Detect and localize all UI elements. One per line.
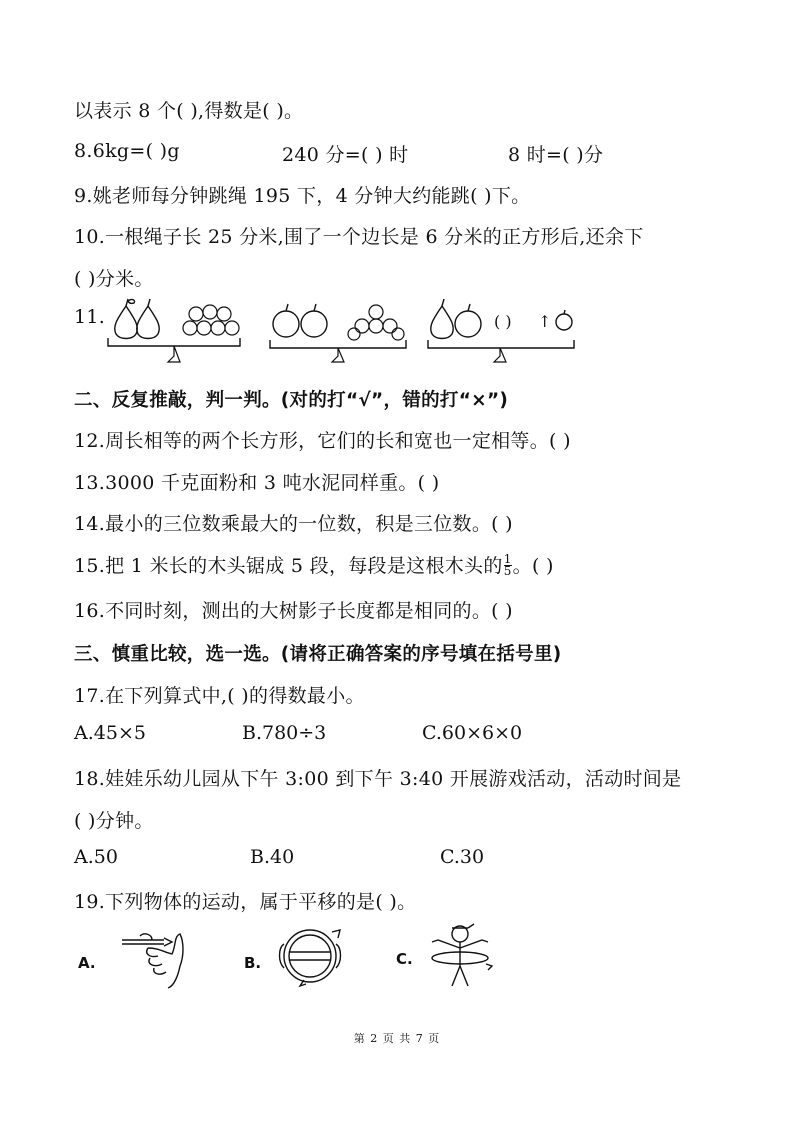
q18-line2: ( )分钟。 [74,810,154,832]
q10-line2: ( )分米。 [74,268,154,290]
section3-title: 三、慎重比较，选一选。(请将正确答案的序号填在括号里) [74,644,562,665]
q18-line1: 18.娃娃乐幼儿园从下午 3:00 到下午 3:40 开展游戏活动，活动时间是 [74,768,682,790]
q17-option-b: B.780÷3 [242,722,327,744]
q8-part-c: 8 时=( )分 [508,144,604,166]
pear-icon [431,299,454,339]
q14: 14.最小的三位数乘最大的一位数，积是三位数。( ) [74,513,513,535]
q15-text: 15.把 1 米长的木头锯成 5 段，每段是这根木头的 [74,555,503,577]
strawberry-icon [348,305,404,340]
apple-icon [455,304,572,337]
q9: 9.姚老师每分钟跳绳 195 下，4 分钟大约能跳( )下。 [74,185,531,207]
q18-option-a: A.50 [74,846,118,868]
q17-option-c: C.60×6×0 [422,722,523,744]
section2-title: 二、反复推敲，判一判。(对的打“√”，错的打“×”) [74,390,509,411]
q16: 16.不同时刻，测出的大树影子长度都是相同的。( ) [74,600,513,622]
q18-option-b: B.40 [250,846,295,868]
pear-icon [115,299,160,339]
q15-tail: 。( ) [512,555,554,577]
q12: 12.周长相等的两个长方形，它们的长和宽也一定相等。( ) [74,430,571,452]
fraction-denominator: 5 [503,563,512,578]
q8-part-a: 8.6kg=( )g [74,140,180,162]
fraction-numerator: 1 [503,551,512,566]
balance-scale-3 [424,296,584,366]
q19-option-a: A. [78,954,96,972]
hula-hoop-girl-icon [424,920,498,992]
q17: 17.在下列算式中,( )的得数最小。 [74,685,365,707]
steering-wheel-icon [270,922,354,988]
q19-option-b: B. [244,954,262,972]
apple-icon [273,304,327,337]
q11-number: 11. [74,306,106,328]
hand-pen-icon [118,926,198,990]
page-footer: 第 2 页 共 7 页 [353,1032,441,1045]
strawberry-icon [183,305,239,335]
balance-scale-2 [266,296,416,366]
balance-scale-1 [106,296,246,366]
q11-arrow: ↑ [538,312,552,331]
q17-option-a: A.45×5 [74,722,146,744]
q19-option-c: C. [396,950,413,968]
q15 [74,551,554,579]
q18-option-c: C.30 [440,846,485,868]
q7-tail: 以表示 8 个( ),得数是( )。 [74,100,304,122]
q19: 19.下列物体的运动，属于平移的是( )。 [74,891,417,913]
q13: 13.3000 千克面粉和 3 吨水泥同样重。( ) [74,472,440,494]
fraction-one-fifth [503,551,512,578]
q11-blank: ( ) [494,312,512,331]
q8-part-b: 240 分=( ) 时 [282,144,409,166]
q10-line1: 10.一根绳子长 25 分米,围了一个边长是 6 分米的正方形后,还余下 [74,226,644,248]
